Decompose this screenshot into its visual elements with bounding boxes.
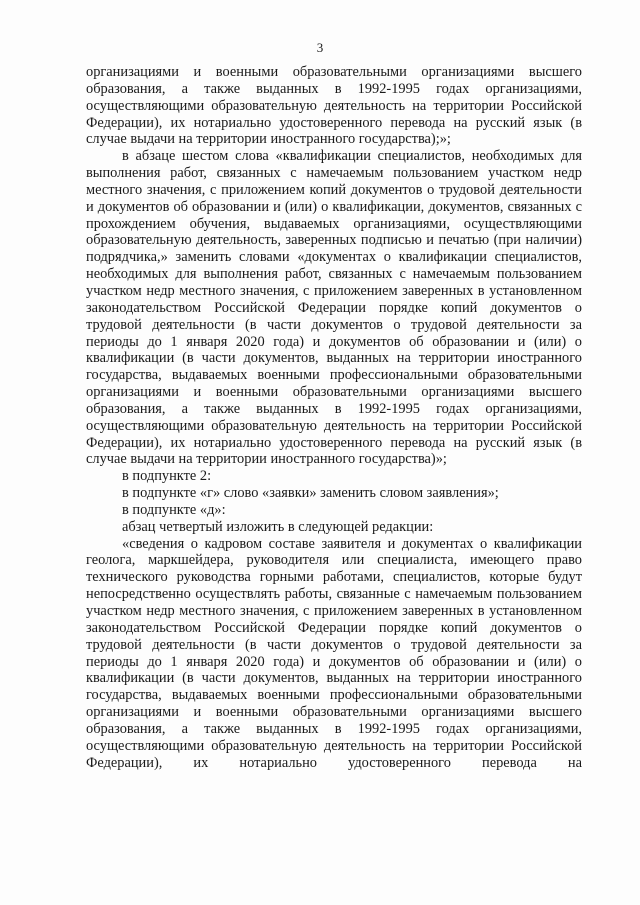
paragraph-7: «сведения о кадровом составе заявителя и документах о квалификации геолога, маркшейдера, руководителя или специалиста, имеющего право технического руководства горными работами, специалистов, которые будут непосредственно осуществлять работы, связанные с намечаемым пользованием участком недр местного значения, с приложением заверенных в установленном законодательством Российской Федерации порядке копий документов о трудовой деятельности (в части документов о трудовой деятельности за периоды до 1 января 2020 года) и документов об образовании и (или) о квалификации (в части документов, выданных на территории иностранного государства, выдаваемых военными профессиональными образовательными организациями и военными образовательными организациями высшего образования, а также выданных в 1992-1995 годах организациями, осуществляющими образовательную деятельность на территории Российской Федерации), их нотариально удостоверенного перевода на [86, 535, 582, 771]
paragraph-1: организациями и военными образовательными организациями высшего образования, а также выданных в 1992-1995 годах организациями, осуществляющими образовательную деятельность на территории Российской Федерации), их нотариально удостоверенного перевода на русский язык (в случае выдачи на территории иностранного государства);»; [86, 64, 582, 148]
document-body [86, 64, 582, 771]
paragraph-4: в подпункте «г» слово «заявки» заменить словом заявления»; [122, 485, 499, 502]
paragraph-3: в подпункте 2: [122, 468, 212, 485]
paragraph-6: абзац четвертый изложить в следующей редакции: [122, 518, 434, 535]
paragraph-2: в абзаце шестом слова «квалификации специалистов, необходимых для выполнения работ, связанных с намечаемым пользованием участком недр местного значения, с приложением копий документов о трудовой деятельности и документов об образовании и (или) о квалификации, документов, связанных с прохождением обучения, выдаваемых организациями, осуществляющими образовательную деятельность, заверенных подписью и печатью (при наличии) подрядчика,» заменить словами «документах о квалификации специалистов, необходимых для выполнения работ, связанных с намечаемым пользованием участком недр местного значения, с приложением заверенных в установленном законодательством Российской Федерации порядке копий документов о трудовой деятельности (в части документов о трудовой деятельности за периоды до 1 января 2020 года) и документов об образовании и (или) о квалификации (в части документов, выданных на территории иностранного государства, выдаваемых военными профессиональными образовательными организациями и военными образовательными организациями высшего образования, а также выданных в 1992-1995 годах организациями, осуществляющими образовательную деятельность на территории Российской Федерации), их нотариально удостоверенного перевода на русский язык (в случае выдачи на территории иностранного государства)»; [86, 148, 582, 468]
paragraph-5: в подпункте «д»: [122, 501, 226, 518]
page-number: 3 [316, 40, 324, 55]
